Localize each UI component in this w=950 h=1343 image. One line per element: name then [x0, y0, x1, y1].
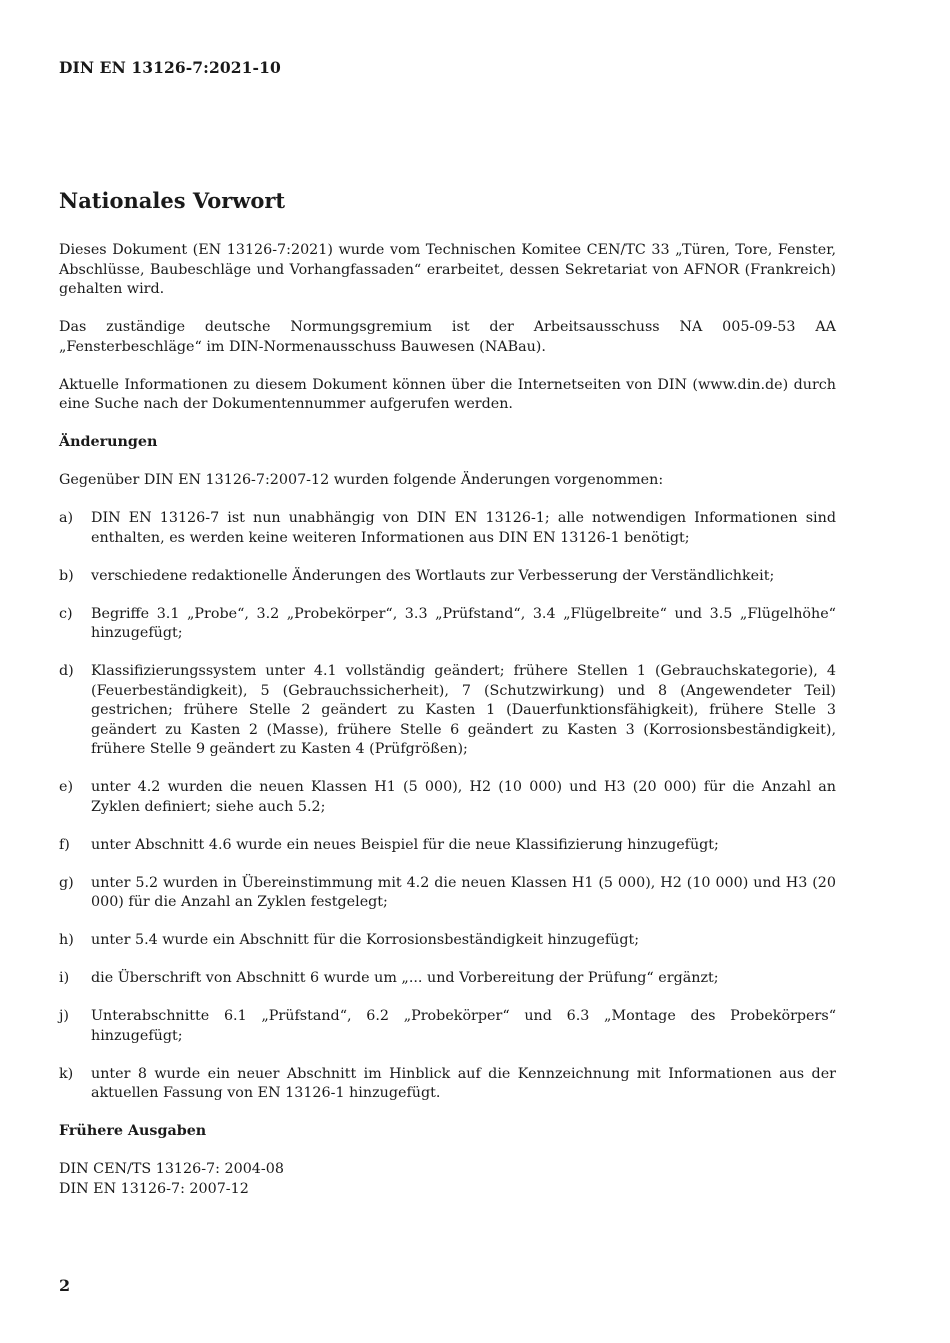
list-item — [59, 509, 836, 548]
changes-heading: Änderungen — [59, 434, 158, 450]
list-item-text: unter 8 wurde ein neuer Abschnitt im Hinblick auf die Kennzeichnung mit Informationen aus der aktuellen Fassung von EN 13126-1 hinzugefügt. — [91, 1065, 836, 1101]
list-marker: g) — [59, 874, 74, 891]
list-item-text: Klassifizierungssystem unter 4.1 vollständig geändert; frühere Stellen 1 (Gebrauchskategorie), 4 (Feuerbeständigkeit), 5 (Gebrauchssicherheit), 7 (Schutzwirkung) und 8 (Angewendeter Teil) gestrichen; frühere Stelle 2 geändert zu Kasten 1 (Dauerfunktionsfähigkeit), frühere Stelle 3 geändert zu Kasten 2 (Masse), frühere Stelle 6 geändert zu Kasten 3 (Korrosionsbeständigkeit), frühere Stelle 9 geändert zu Kasten 4 (Prüfgrößen); — [91, 663, 836, 757]
list-item — [59, 836, 836, 856]
list-marker: h) — [59, 932, 74, 948]
list-item-text: verschiedene redaktionelle Änderungen des Wortlauts zur Verbesserung der Verständlichkeit; — [91, 567, 775, 584]
list-marker: k) — [59, 1065, 74, 1082]
list-item-text: DIN EN 13126-7 ist nun unabhängig von DIN EN 13126-1; alle notwendigen Informationen sind enthalten, es werden keine weiteren Informationen aus DIN EN 13126-1 benötigt; — [91, 510, 836, 546]
list-item — [59, 662, 836, 760]
list-marker: j) — [59, 1008, 70, 1024]
list-item-text: unter 5.2 wurden in Übereinstimmung mit 4.2 die neuen Klassen H1 (5 000), H2 (10 000) und H3 (20 000) für die Anzahl an Zyklen festgelegt; — [91, 874, 836, 910]
list-item-text: unter Abschnitt 4.6 wurde ein neues Beispiel für die neue Klassifizierung hinzugefügt; — [91, 836, 719, 853]
list-item — [59, 778, 836, 817]
document-page — [59, 0, 836, 1343]
changes-intro: Gegenüber DIN EN 13126-7:2007-12 wurden folgende Änderungen vorgenommen: — [59, 472, 664, 488]
paragraph-responsible-body: Das zuständige deutsche Normungsgremium ist der Arbeitsausschuss NA 005-09-53 AA „Fensterbeschläge“ im DIN-Normenausschuss Bauwesen (NABau). — [59, 319, 836, 355]
list-item — [59, 931, 836, 951]
page-number: 2 — [59, 1276, 71, 1295]
paragraph-committee: Dieses Dokument (EN 13126-7:2021) wurde vom Technischen Komitee CEN/TC 33 „Türen, Tore, Fenster, Abschlüsse, Baubeschläge und Vorhangfassaden“ erarbeitet, dessen Sekretariat von AFNOR (Frankreich) gehalten wird. — [59, 242, 836, 297]
list-item — [59, 605, 836, 644]
list-item-text: Unterabschnitte 6.1 „Prüfstand“, 6.2 „Probekörper“ und 6.3 „Montage des Probekörpers“ hinzugefügt; — [91, 1008, 836, 1044]
list-item — [59, 969, 836, 989]
list-item-text: die Überschrift von Abschnitt 6 wurde um „... und Vorbereitung der Prüfung“ ergänzt; — [91, 970, 719, 986]
list-marker: e) — [59, 779, 74, 795]
previous-editions-heading: Frühere Ausgaben — [59, 1123, 207, 1139]
list-marker: a) — [59, 510, 74, 526]
document-content — [59, 186, 836, 1199]
list-marker: c) — [59, 605, 73, 622]
previous-edition-item: DIN CEN/TS 13126-7: 2004-08 — [59, 1161, 284, 1177]
page-title: Nationales Vorwort — [59, 188, 286, 213]
list-item-text: Begriffe 3.1 „Probe“, 3.2 „Probekörper“, 3.3 „Prüfstand“, 3.4 „Flügelbreite“ und 3.5 „Flügelhöhe“ hinzugefügt; — [91, 605, 836, 641]
list-marker: b) — [59, 567, 74, 584]
document-id-header: DIN EN 13126-7:2021-10 — [59, 58, 281, 77]
list-marker: d) — [59, 663, 74, 679]
list-item — [59, 1065, 836, 1104]
previous-editions-list — [59, 1160, 836, 1199]
list-marker: f) — [59, 836, 70, 853]
list-marker: i) — [59, 970, 70, 986]
paragraph-current-info: Aktuelle Informationen zu diesem Dokument können über die Internetseiten von DIN (www.din.de) durch eine Suche nach der Dokumentennummer aufgerufen werden. — [59, 376, 836, 412]
changes-list — [59, 509, 836, 1104]
list-item — [59, 567, 836, 587]
previous-edition-item: DIN EN 13126-7: 2007-12 — [59, 1180, 249, 1197]
list-item — [59, 1007, 836, 1046]
list-item — [59, 874, 836, 913]
list-item-text: unter 4.2 wurden die neuen Klassen H1 (5 000), H2 (10 000) und H3 (20 000) für die Anzahl an Zyklen definiert; siehe auch 5.2; — [91, 779, 836, 815]
list-item-text: unter 5.4 wurde ein Abschnitt für die Korrosionsbeständigkeit hinzugefügt; — [91, 932, 640, 948]
